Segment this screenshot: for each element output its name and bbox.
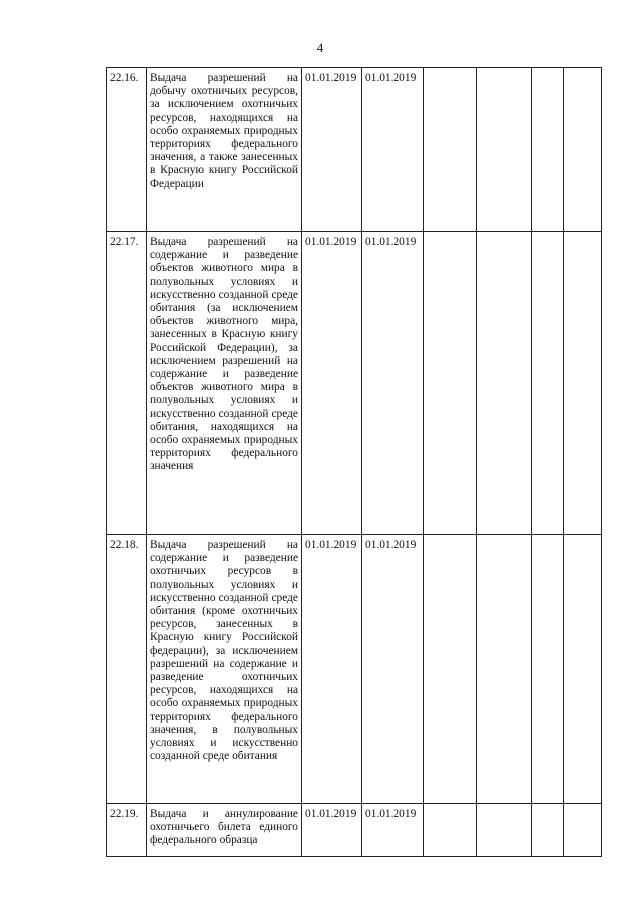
row-number: 22.19. xyxy=(107,804,147,857)
start-date-cell: 01.01.2019 xyxy=(302,68,362,232)
row-description: Выдача разрешений на добычу охотничьих ресурсов, за исключением охотничьих ресурсов, находящихся на особо охраняемых природных территориях федерального значения, а также занесенных в Красную книгу Российской Федерации xyxy=(147,68,302,232)
empty-cell xyxy=(564,804,602,857)
start-date-cell: 01.01.2019 xyxy=(302,535,362,804)
table-row xyxy=(107,68,602,232)
empty-cell xyxy=(532,68,564,232)
empty-cell xyxy=(564,232,602,535)
empty-cell xyxy=(532,804,564,857)
end-date-cell: 01.01.2019 xyxy=(362,68,424,232)
end-date-cell: 01.01.2019 xyxy=(362,535,424,804)
table-row xyxy=(107,232,602,535)
services-table xyxy=(106,67,602,857)
row-description: Выдача разрешений на содержание и разведение объектов животного мира в полувольных условиях и искусственно созданной среде обитания (за исключением объектов животного мира, занесенных в Красную книгу Российской Федерации), за исключением разрешений на содержание и разведение объектов животного мира в полувольных условиях и искусственно созданной среде обитания, находящихся на особо охраняемых природных территориях федерального значения xyxy=(147,232,302,535)
empty-cell xyxy=(477,232,532,535)
empty-cell xyxy=(424,804,477,857)
start-date-cell: 01.01.2019 xyxy=(302,804,362,857)
empty-cell xyxy=(477,535,532,804)
empty-cell xyxy=(477,68,532,232)
page-number: 4 xyxy=(316,40,324,55)
start-date-cell: 01.01.2019 xyxy=(302,232,362,535)
row-number: 22.18. xyxy=(107,535,147,804)
empty-cell xyxy=(532,535,564,804)
empty-cell xyxy=(564,535,602,804)
empty-cell xyxy=(424,232,477,535)
empty-cell xyxy=(424,68,477,232)
empty-cell xyxy=(532,232,564,535)
end-date-cell: 01.01.2019 xyxy=(362,804,424,857)
row-description: Выдача разрешений на содержание и разведение охотничьих ресурсов в полувольных условиях и искусственно созданной среде обитания (кроме охотничьих ресурсов, занесенных в Красную книгу Российской федерации), за исключением разрешений на содержание и разведение охотничьих ресурсов, находящихся на особо охраняемых природных территориях федерального значения, в полувольных условиях и искусственно созданной среде обитания xyxy=(147,535,302,804)
end-date-cell: 01.01.2019 xyxy=(362,232,424,535)
row-number: 22.16. xyxy=(107,68,147,232)
row-description: Выдача и аннулирование охотничьего билета единого федерального образца xyxy=(147,804,302,857)
empty-cell xyxy=(424,535,477,804)
table-row xyxy=(107,535,602,804)
empty-cell xyxy=(477,804,532,857)
empty-cell xyxy=(564,68,602,232)
table-row xyxy=(107,804,602,857)
row-number: 22.17. xyxy=(107,232,147,535)
